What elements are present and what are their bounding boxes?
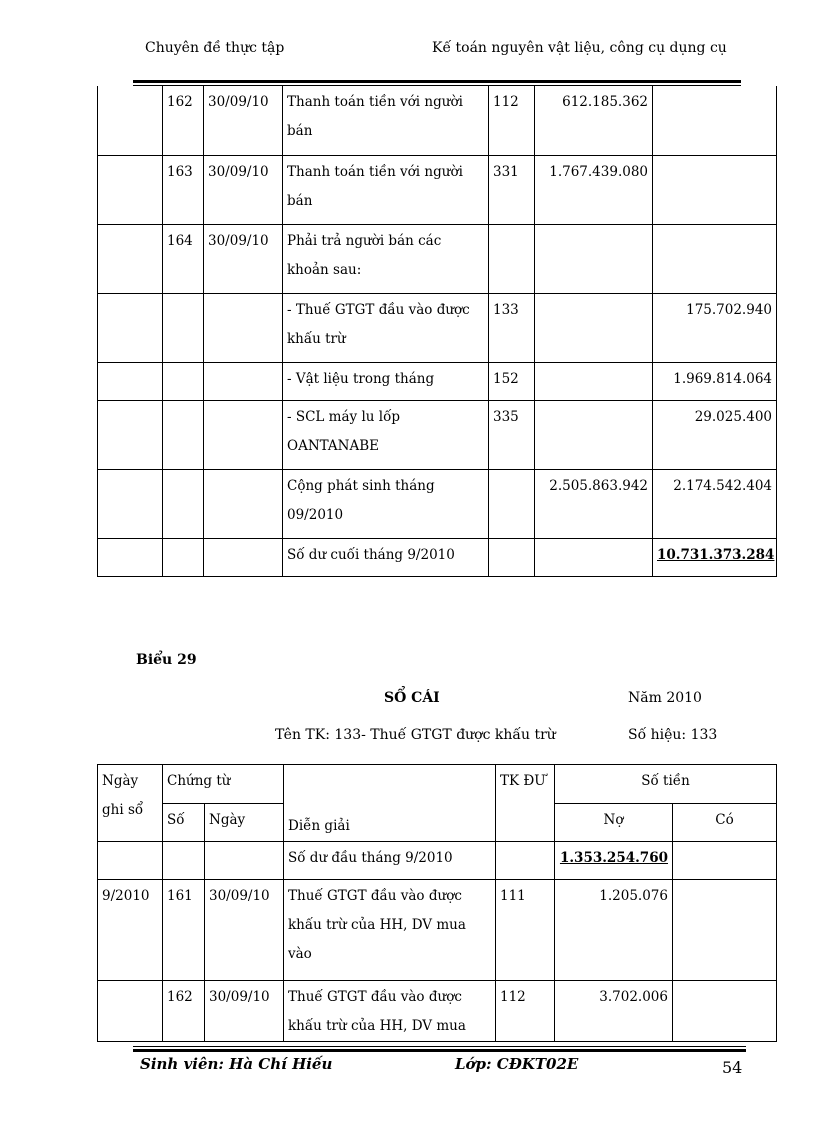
cell-co (653, 155, 777, 224)
cell-date: 30/09/10 (204, 155, 283, 224)
cell-tk: 133 (489, 293, 535, 362)
header-so: Số (163, 804, 205, 842)
cell-desc: Thanh toán tiền với người bán (283, 86, 489, 155)
cell-so (163, 362, 204, 400)
cell-co: 1.969.814.064 (653, 362, 777, 400)
cell-date (204, 362, 283, 400)
cell-date: 30/09/10 (205, 880, 284, 981)
cell-ngay (98, 224, 163, 293)
cell-desc: - Vật liệu trong tháng (283, 362, 489, 400)
cell-so (163, 469, 204, 538)
cell-no (535, 293, 653, 362)
cell-co (673, 880, 777, 981)
cell-date: 30/09/10 (204, 224, 283, 293)
opening-balance: 1.353.254.760 (559, 850, 668, 866)
header-dien-giai: Diễn giải (284, 765, 496, 842)
header-ngay: Ngày ghi sổ (98, 765, 163, 842)
cell-date: 30/09/10 (204, 86, 283, 155)
cell-ngay (98, 86, 163, 155)
cell-date (204, 538, 283, 576)
cell-so (163, 293, 204, 362)
cell-date (204, 469, 283, 538)
cell-co (673, 981, 777, 1042)
cell-date (205, 842, 284, 880)
cell-no (535, 400, 653, 469)
header-left: Chuyên đề thực tập (145, 40, 285, 56)
table-row (98, 538, 777, 576)
cell-no: 612.185.362 (535, 86, 653, 155)
ledger-year: Năm 2010 (628, 690, 702, 706)
account-number: Số hiệu: 133 (628, 727, 718, 743)
ledger-table-continued (97, 86, 777, 577)
cell-so: 163 (163, 155, 204, 224)
cell-desc: Số dư cuối tháng 9/2010 (283, 538, 489, 576)
cell-desc: Thuế GTGT đầu vào được khấu trừ của HH, DV mua vào (284, 880, 496, 981)
figure-label: Biểu 29 (136, 652, 197, 668)
footer-student: Sinh viên: Hà Chí Hiếu (140, 1055, 333, 1073)
table-row (98, 362, 777, 400)
cell-no: 2.505.863.942 (535, 469, 653, 538)
cell-ngay (98, 469, 163, 538)
page-number: 54 (722, 1058, 743, 1077)
ledger-table (97, 764, 777, 1042)
cell-tk: 112 (496, 981, 555, 1042)
cell-so: 162 (163, 981, 205, 1042)
cell-no (535, 538, 653, 576)
cell-co: 29.025.400 (653, 400, 777, 469)
cell-tk: 331 (489, 155, 535, 224)
cell-no: 1.767.439.080 (535, 155, 653, 224)
cell-co (673, 842, 777, 880)
cell-so: 162 (163, 86, 204, 155)
cell-ngay (98, 155, 163, 224)
footer-rule-thin (133, 1046, 746, 1047)
cell-tk: 111 (496, 880, 555, 981)
cell-tk (496, 842, 555, 880)
cell-ngay (98, 981, 163, 1042)
table-row (98, 293, 777, 362)
cell-no (535, 224, 653, 293)
footer-rule (133, 1049, 746, 1052)
cell-so (163, 400, 204, 469)
cell-date: 30/09/10 (205, 981, 284, 1042)
cell-co (653, 86, 777, 155)
cell-co: 2.174.542.404 (653, 469, 777, 538)
header-no: Nợ (555, 804, 673, 842)
cell-tk (489, 469, 535, 538)
cell-date (204, 400, 283, 469)
header-rule (133, 80, 741, 83)
cell-ngay (98, 293, 163, 362)
header-right: Kế toán nguyên vật liệu, công cụ dụng cụ (432, 40, 727, 56)
cell-desc: Số dư đầu tháng 9/2010 (284, 842, 496, 880)
cell-tk (489, 224, 535, 293)
table-row (98, 400, 777, 469)
account-name: Tên TK: 133- Thuế GTGT được khấu trừ (275, 727, 556, 743)
table-row (98, 86, 777, 155)
cell-so: 161 (163, 880, 205, 981)
header-ngay-ct: Ngày (205, 804, 284, 842)
cell-co: 175.702.940 (653, 293, 777, 362)
cell-ngay (98, 538, 163, 576)
cell-so (163, 842, 205, 880)
cell-no: 3.702.006 (555, 981, 673, 1042)
table-row (98, 469, 777, 538)
table-row (98, 880, 777, 981)
cell-ngay (98, 400, 163, 469)
table-row (98, 155, 777, 224)
cell-so: 164 (163, 224, 204, 293)
table-row (98, 842, 777, 880)
footer-class: Lớp: CĐKT02E (455, 1055, 579, 1073)
table-row (98, 224, 777, 293)
cell-no: 1.205.076 (555, 880, 673, 981)
closing-balance: 10.731.373.284 (657, 546, 775, 563)
cell-ngay (98, 362, 163, 400)
header-so-tien: Số tiền (555, 765, 777, 804)
cell-tk: 152 (489, 362, 535, 400)
cell-tk (489, 538, 535, 576)
cell-desc: Thuế GTGT đầu vào được khấu trừ của HH, DV mua (284, 981, 496, 1042)
cell-so (163, 538, 204, 576)
header-tk: TK ĐƯ (496, 765, 555, 842)
cell-no (535, 362, 653, 400)
header-co: Có (673, 804, 777, 842)
cell-desc: Cộng phát sinh tháng 09/2010 (283, 469, 489, 538)
cell-tk: 112 (489, 86, 535, 155)
cell-desc: - SCL máy lu lốp OANTANABE (283, 400, 489, 469)
ledger-title: SỔ CÁI (384, 690, 440, 706)
cell-ngay: 9/2010 (98, 880, 163, 981)
cell-desc: Phải trả người bán các khoản sau: (283, 224, 489, 293)
cell-tk: 335 (489, 400, 535, 469)
cell-desc: - Thuế GTGT đầu vào được khấu trừ (283, 293, 489, 362)
table-row (98, 981, 777, 1042)
cell-ngay (98, 842, 163, 880)
cell-date (204, 293, 283, 362)
cell-desc: Thanh toán tiền với người bán (283, 155, 489, 224)
header-chung-tu: Chứng từ (163, 765, 284, 804)
cell-co (653, 224, 777, 293)
